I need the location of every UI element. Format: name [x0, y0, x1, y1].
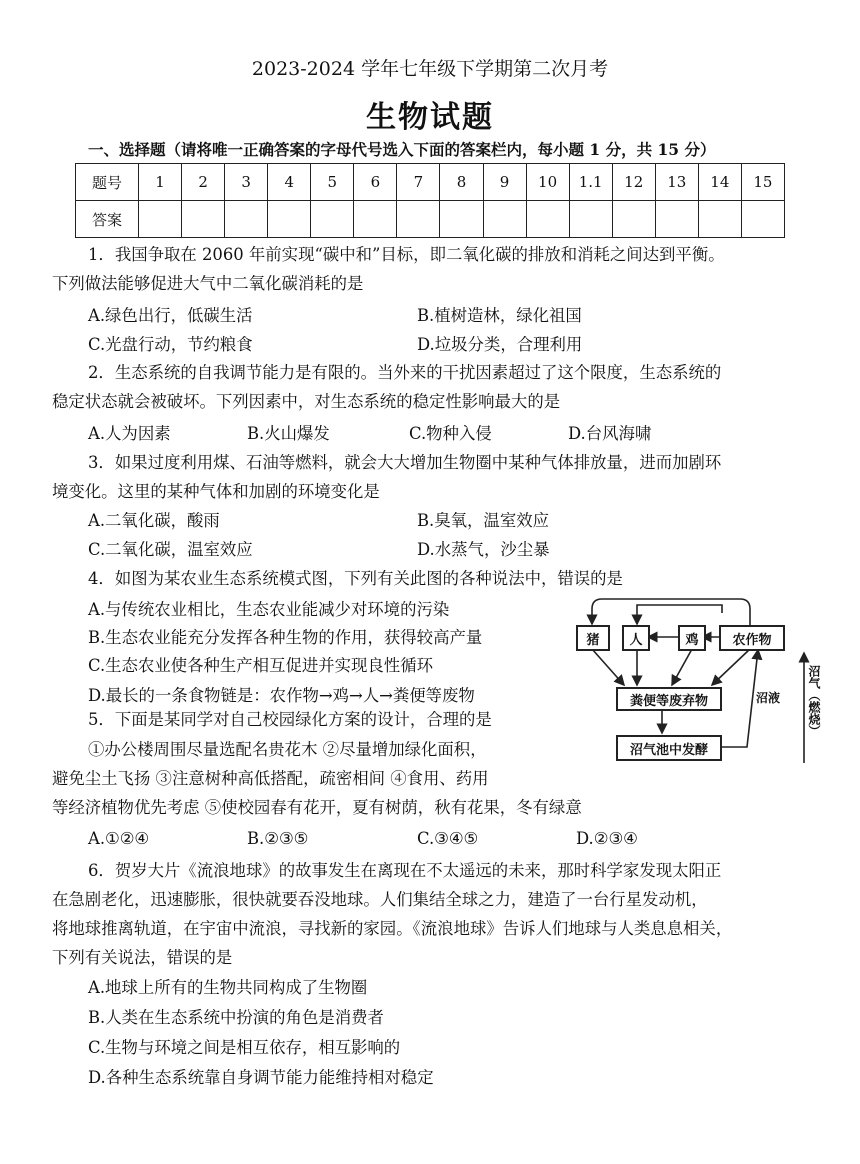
- question-number-cell: 8: [440, 164, 483, 201]
- q5-stem: 5．下面是某同学对自己校园绿化方案的设计，合理的是: [88, 710, 492, 729]
- q5-option-c: C.③④⑤: [417, 829, 479, 848]
- question-number-cell: 9: [483, 164, 526, 201]
- q2-stem-line1: 2．生态系统的自我调节能力是有限的。当外来的干扰因素超过了这个限度，生态系统的: [88, 363, 722, 382]
- q2-option-a: A.人为因素: [88, 424, 171, 443]
- answer-table: [75, 163, 785, 238]
- q1-option-c: C.光盘行动，节约粮食: [88, 335, 253, 354]
- question-number-cell: 15: [741, 164, 784, 201]
- q2-stem-line2: 稳定状态就会被破坏。下列因素中，对生态系统的稳定性影响最大的是: [52, 392, 561, 411]
- answer-cell[interactable]: [741, 201, 784, 238]
- question-number-cell: 6: [354, 164, 397, 201]
- answer-cell[interactable]: [397, 201, 440, 238]
- question-number-cell: 1.1: [569, 164, 612, 201]
- label-biogas-burn: 沼气（燃烧）: [807, 665, 821, 737]
- exam-subtitle: 2023-2024 学年七年级下学期第二次月考: [251, 58, 609, 80]
- section-heading: 一、选择题（请将唯一正确答案的字母代号选入下面的答案栏内，每小题 1 分，共 15 分）: [88, 140, 716, 159]
- q3-stem-line2: 境变化。这里的某种气体和加剧的环境变化是: [52, 482, 380, 501]
- q5-option-a: A.①②④: [88, 829, 150, 848]
- answer-cell[interactable]: [354, 201, 397, 238]
- answer-cell[interactable]: [440, 201, 483, 238]
- q3-option-c: C.二氧化碳，温室效应: [88, 540, 253, 559]
- q4-option-c: C.生态农业使各种生产相互促进并实现良性循环: [88, 656, 433, 675]
- node-biogas-pool: 沼气池中发酵: [616, 735, 722, 761]
- question-number-cell: 5: [311, 164, 354, 201]
- question-number-cell: 7: [397, 164, 440, 201]
- node-human: 人: [622, 625, 650, 651]
- question-number-cell: 4: [268, 164, 311, 201]
- q4-option-a: A.与传统农业相比，生态农业能减少对环境的污染: [88, 600, 450, 619]
- q5-option-d: D.②③④: [576, 829, 638, 848]
- q2-option-b: B.火山爆发: [247, 424, 330, 443]
- q6-stem-line4: 下列有关说法，错误的是: [52, 948, 233, 967]
- answer-cell[interactable]: [225, 201, 268, 238]
- answer-cell[interactable]: [483, 201, 526, 238]
- q1-option-b: B.植树造林，绿化祖国: [417, 306, 582, 325]
- agro-ecosystem-diagram: [572, 593, 822, 769]
- row-label-number: 题号: [76, 164, 139, 201]
- q6-option-c: C.生物与环境之间是相互依存，相互影响的: [88, 1038, 401, 1057]
- node-crops: 农作物: [719, 625, 785, 651]
- q2-option-d: D.台风海啸: [568, 424, 652, 443]
- q1-option-d: D.垃圾分类，合理利用: [417, 335, 583, 354]
- question-number-cell: 1: [139, 164, 182, 201]
- q1-option-a: A.绿色出行，低碳生活: [88, 306, 253, 325]
- q1-stem-line1: 1．我国争取在 2060 年前实现“碳中和”目标，即二氧化碳的排放和消耗之间达到平衡。: [88, 245, 725, 264]
- q4-option-d: D.最长的一条食物链是：农作物→鸡→人→粪便等废物: [88, 686, 475, 705]
- answer-cell[interactable]: [612, 201, 655, 238]
- q6-option-b: B.人类在生态系统中扮演的角色是消费者: [88, 1008, 384, 1027]
- answer-cell[interactable]: [569, 201, 612, 238]
- node-waste: 粪便等废弃物: [616, 687, 722, 711]
- q4-option-b: B.生态农业能充分发挥各种生物的作用，获得较高产量: [88, 628, 483, 647]
- question-number-cell: 12: [612, 164, 655, 201]
- node-pig: 猪: [576, 625, 610, 651]
- answer-cell[interactable]: [526, 201, 569, 238]
- q4-stem: 4．如图为某农业生态系统模式图，下列有关此图的各种说法中，错误的是: [88, 569, 623, 588]
- q3-option-a: A.二氧化碳，酸雨: [88, 511, 220, 530]
- row-label-answer: 答案: [76, 201, 139, 238]
- q3-stem-line1: 3．如果过度利用煤、石油等燃料，就会大大增加生物圈中某种气体排放量，进而加剧环: [88, 453, 722, 472]
- q6-option-d: D.各种生态系统靠自身调节能力能维持相对稳定: [88, 1068, 434, 1087]
- q2-option-c: C.物种入侵: [409, 424, 492, 443]
- exam-title: 生物试题: [366, 100, 494, 135]
- answer-table-answer-row: [76, 201, 785, 238]
- q5-item-line1: ①办公楼周围尽量选配名贵花木 ②尽量增加绿化面积，: [88, 740, 487, 759]
- answer-cell[interactable]: [655, 201, 698, 238]
- q3-option-b: B.臭氧，温室效应: [417, 511, 549, 530]
- q6-stem-line1: 6．贺岁大片《流浪地球》的故事发生在离现在不太遥远的未来，那时科学家发现太阳正: [88, 861, 722, 880]
- q3-option-d: D.水蒸气，沙尘暴: [417, 540, 550, 559]
- q5-item-line2: 避免尘土飞扬 ③注意树种高低搭配，疏密相间 ④食用、药用: [52, 769, 489, 788]
- question-number-cell: 13: [655, 164, 698, 201]
- answer-cell[interactable]: [311, 201, 354, 238]
- answer-cell[interactable]: [698, 201, 741, 238]
- q6-option-a: A.地球上所有的生物共同构成了生物圈: [88, 978, 368, 997]
- q1-stem-line2: 下列做法能够促进大气中二氧化碳消耗的是: [52, 274, 364, 293]
- q6-stem-line3: 将地球推离轨道，在宇宙中流浪，寻找新的家园。《流浪地球》告诉人们地球与人类息息相关，: [52, 919, 733, 938]
- label-slurry: 沼液: [756, 691, 781, 705]
- answer-cell[interactable]: [182, 201, 225, 238]
- question-number-cell: 10: [526, 164, 569, 201]
- answer-table-number-row: [76, 164, 785, 201]
- q5-option-b: B.②③⑤: [247, 829, 309, 848]
- question-number-cell: 2: [182, 164, 225, 201]
- node-chicken: 鸡: [678, 625, 706, 651]
- q6-stem-line2: 在急剧老化，迅速膨胀，很快就要吞没地球。人们集结全球之力，建造了一台行星发动机，: [52, 890, 708, 909]
- question-number-cell: 14: [698, 164, 741, 201]
- answer-cell[interactable]: [139, 201, 182, 238]
- answer-cell[interactable]: [268, 201, 311, 238]
- q5-item-line3: 等经济植物优先考虑 ⑤使校园春有花开，夏有树荫，秋有花果，冬有绿意: [52, 798, 582, 817]
- question-number-cell: 3: [225, 164, 268, 201]
